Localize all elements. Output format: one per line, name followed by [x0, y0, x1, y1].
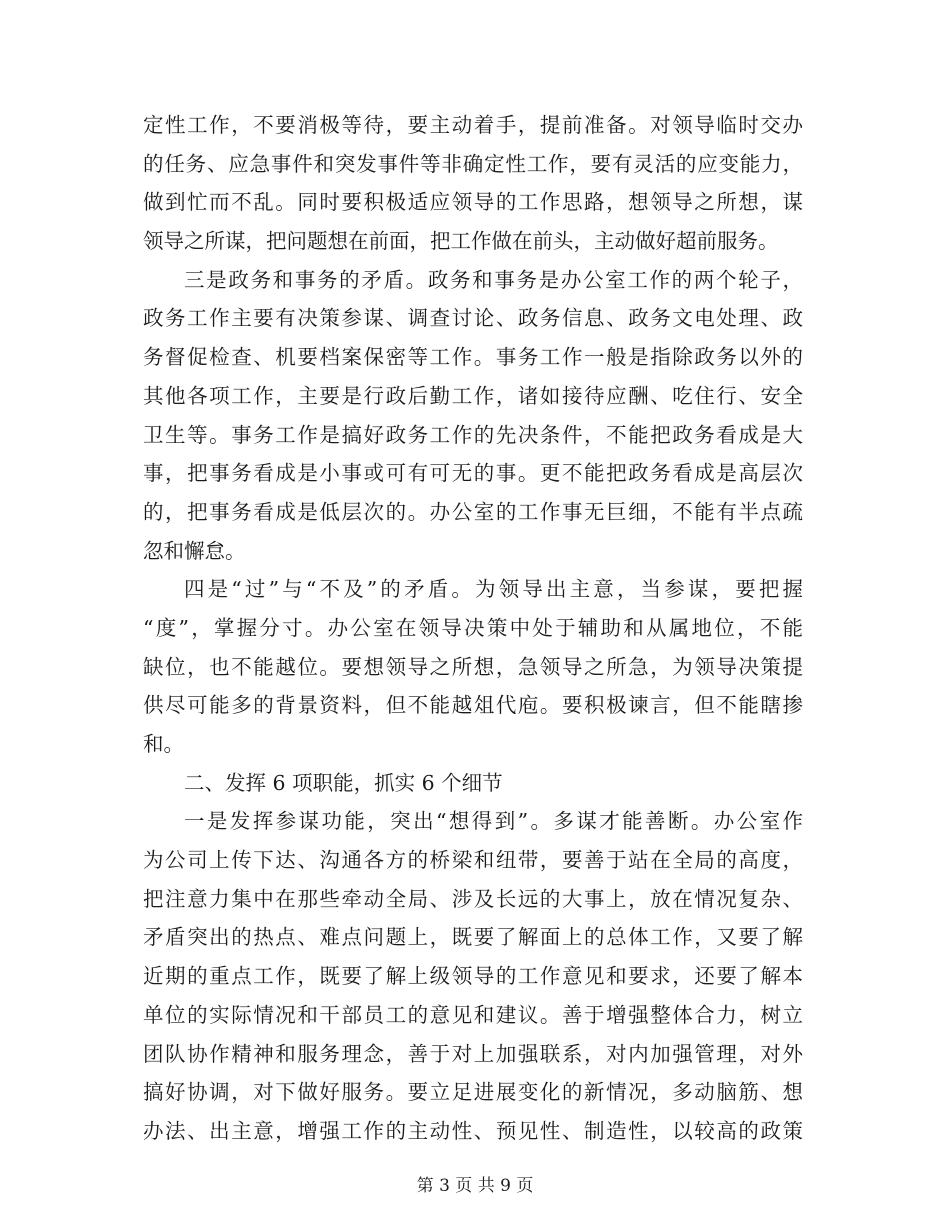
text-line: 的任务、应急事件和突发事件等非确定性工作，要有灵活的应变能力， [143, 151, 803, 176]
text-line: 忽和懈怠。 [143, 538, 246, 563]
text-line: 事，把事务看成是小事或可有可无的事。更不能把政务看成是高层次 [143, 461, 803, 486]
document-body [143, 106, 803, 1151]
text-line: 领导之所谋，把问题想在前面，把工作做在前头，主动做好超前服务。 [143, 229, 779, 254]
text-line: 供尽可能多的背景资料，但不能越俎代庖。要积极谏言，但不能瞎掺 [143, 693, 803, 718]
text-line: 三是政务和事务的矛盾。政务和事务是办公室工作的两个轮子， [184, 267, 803, 292]
text-line: 搞好协调，对下做好服务。要立足进展变化的新情况，多动脑筋、想 [143, 1080, 803, 1105]
text-line: 其他各项工作，主要是行政后勤工作，诸如接待应酬、吃住行、安全 [143, 383, 803, 408]
text-line: 一是发挥参谋功能，突出“想得到”。多谋才能善断。办公室作 [184, 809, 803, 834]
text-line: “度”，掌握分寸。办公室在领导决策中处于辅助和从属地位，不能 [143, 615, 803, 640]
text-line: 近期的重点工作，既要了解上级领导的工作意见和要求，还要了解本 [143, 964, 803, 989]
text-line: 缺位，也不能越位。要想领导之所想，急领导之所急，为领导决策提 [143, 654, 803, 679]
text-line: 的，把事务看成是低层次的。办公室的工作事无巨细，不能有半点疏 [143, 499, 803, 524]
text-line: 把注意力集中在那些牵动全局、涉及长远的大事上，放在情况复杂、 [143, 886, 803, 911]
text-line: 团队协作精神和服务理念，善于对上加强联系，对内加强管理，对外 [143, 1041, 803, 1066]
text-line: 矛盾突出的热点、难点问题上，既要了解面上的总体工作，又要了解 [143, 925, 803, 950]
page-footer: 第 3 页 共 9 页 [416, 1176, 534, 1196]
text-line: 四是“过”与“不及”的矛盾。为领导出主意，当参谋，要把握 [184, 577, 803, 602]
text-line: 定性工作，不要消极等待，要主动着手，提前准备。对领导临时交办 [143, 113, 803, 137]
text-line: 做到忙而不乱。同时要积极适应领导的工作思路，想领导之所想，谋 [143, 190, 803, 215]
text-line: 卫生等。事务工作是搞好政务工作的先决条件，不能把政务看成是大 [143, 422, 803, 447]
text-line: 为公司上传下达、沟通各方的桥梁和纽带，要善于站在全局的高度， [143, 848, 803, 873]
text-line: 和。 [143, 732, 184, 756]
text-line: 政务工作主要有决策参谋、调查讨论、政务信息、政务文电处理、政 [143, 306, 803, 331]
text-line: 办法、出主意，增强工作的主动性、预见性、制造性，以较高的政策 [143, 1118, 803, 1143]
text-line: 二、发挥 6 项职能，抓实 6 个细节 [184, 770, 503, 795]
text-line: 务督促检查、机要档案保密等工作。事务工作一般是指除政务以外的 [143, 345, 803, 370]
text-line: 单位的实际情况和干部员工的意见和建议。善于增强整体合力，树立 [143, 1002, 803, 1027]
